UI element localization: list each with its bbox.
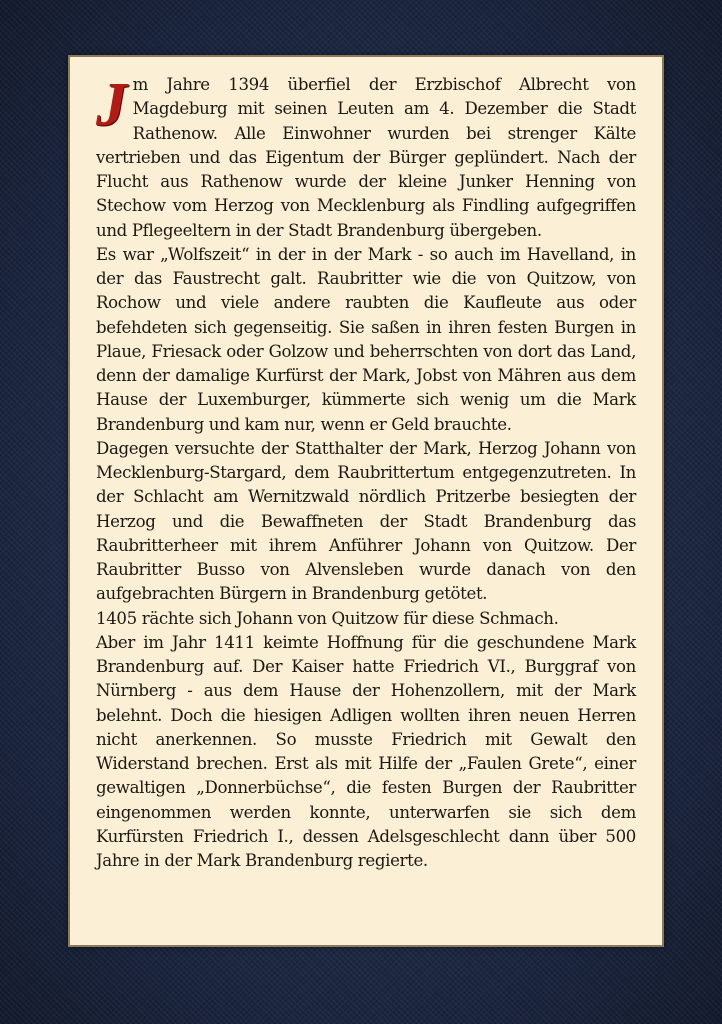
- paragraph-3: Dagegen versuchte der Statthalter der Mark, Herzog Johann von Mecklenburg-Stargard, dem Raubrittertum entgegenzutreten. In der Schlacht am Wernitzwald nördlich Pritzerbe besiegten der Herzog und die Bewaffneten der Stadt Brandenburg das Raubritterheer mit ihrem Anführer Johann von Quitzow. Der Raubritter Busso von Alvensleben wurde danach von den aufgebrachten Bürgern in Brandenburg getötet.: [96, 438, 636, 604]
- paragraph-4: 1405 rächte sich Johann von Quitzow für diese Schmach.: [96, 608, 559, 628]
- text-panel: [68, 55, 664, 947]
- paragraph-2: Es war „Wolfszeit“ in der in der Mark - so auch im Havelland, in der das Faustrecht galt. Raubritter wie die von Quitzow, von Rochow und viele andere raubten die Kaufleute aus oder befehdeten sich gegenseitig. Sie saßen in ihren festen Burgen in Plaue, Friesack oder Golzow und beherrschten von dort das Land, denn der damalige Kurfürst der Mark, Jobst von Mähren aus dem Hause der Luxemburger, kümmerte sich wenig um die Mark Brandenburg und kam nur, wenn er Geld brauchte.: [96, 244, 636, 434]
- paragraph-1-text: m Jahre 1394 überfiel der Erzbischof Albrecht von Magdeburg mit seinen Leuten am 4. Dezember die Stadt Rathenow. Alle Einwohner wurden bei strenger Kälte vertrieben und das Eigentum der Bürger geplündert. Nach der Flucht aus Rathenow wurde der kleine Junker Henning von Stechow vom Herzog von Mecklenburg als Findling aufgegriffen und Pflegeeltern in der Stadt Brandenburg übergeben.: [96, 75, 636, 240]
- dropcap-letter: J: [96, 71, 127, 139]
- document-text: [96, 73, 636, 873]
- paragraph-1: [96, 73, 636, 243]
- paragraph-5: Aber im Jahr 1411 keimte Hoffnung für die geschundene Mark Brandenburg auf. Der Kaiser hatte Friedrich VI., Burggraf von Nürnberg - aus dem Hause der Hohenzollern, mit der Mark belehnt. Doch die hiesigen Adligen wollten ihren neuen Herren nicht anerkennen. So musste Friedrich mit Gewalt den Widerstand brechen. Erst als mit Hilfe der „Faulen Grete“, einer gewaltigen „Donnerbüchse“, die festen Burgen der Raubritter eingenommen werden konnte, unterwarfen sie sich dem Kurfürsten Friedrich I., dessen Adelsgeschlecht dann über 500 Jahre in der Mark Brandenburg regierte.: [96, 632, 636, 870]
